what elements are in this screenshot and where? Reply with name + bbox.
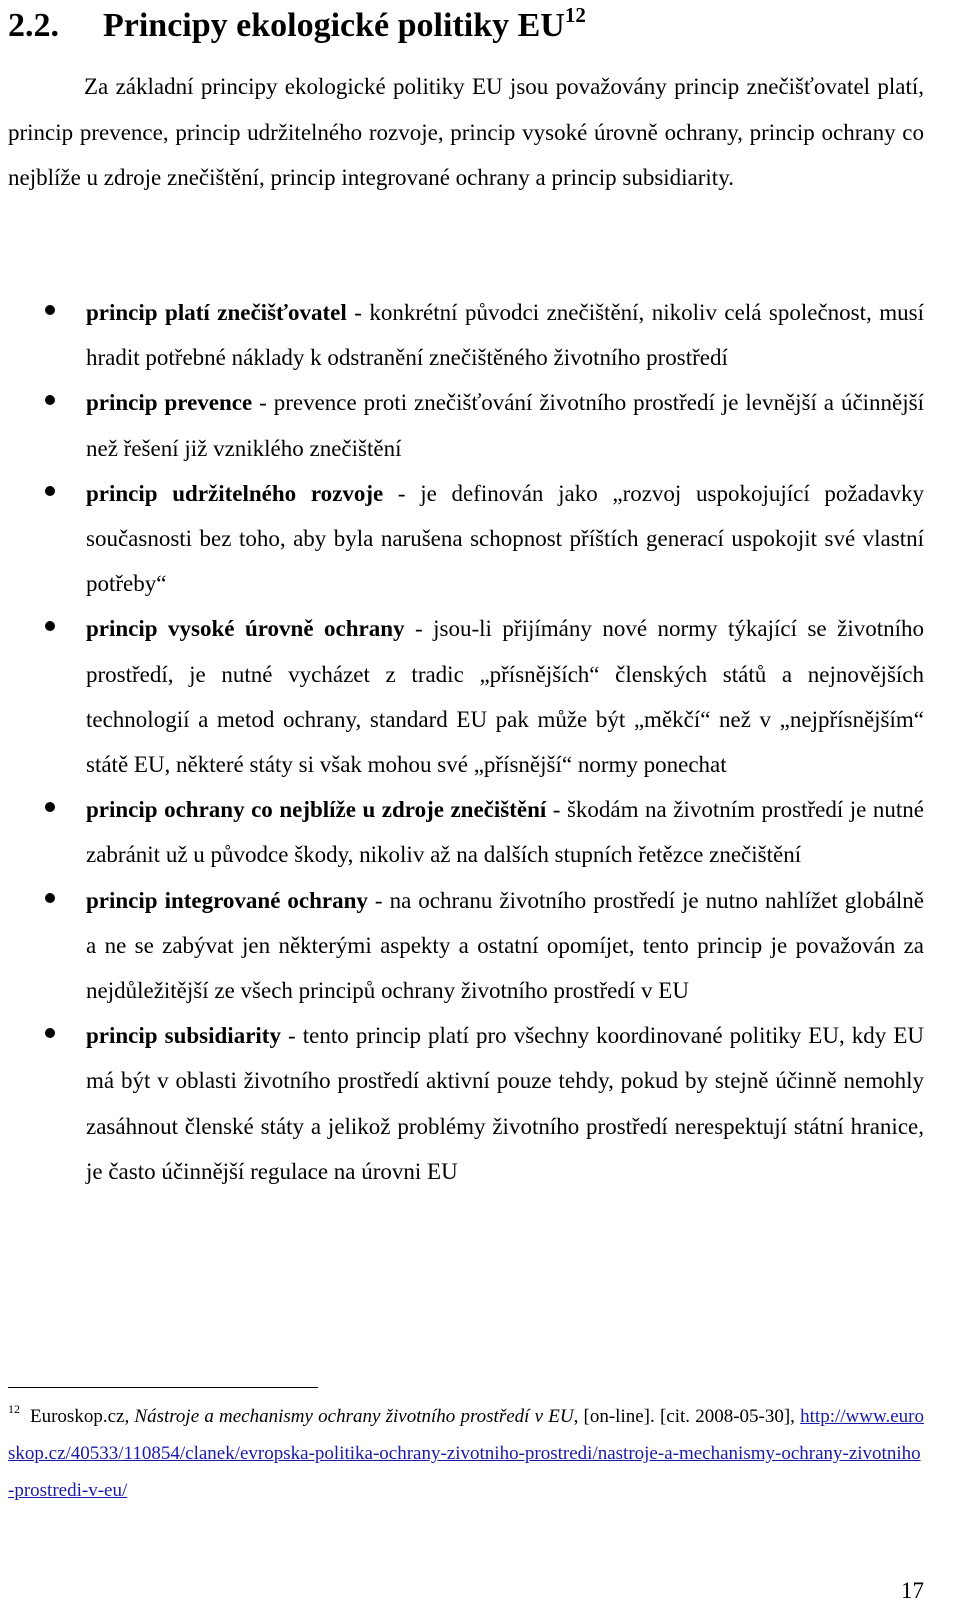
list-item-protection-at-source (0, 787, 924, 877)
bullet-icon (45, 893, 55, 903)
principle-description: - na ochranu životního prostředí je nutno nahlížet globálně a ne se zabývat jen některými aspekty a ostatní opomíjet, tento princip je považován za nejdůležitější ze všech principů ochrany životního prostředí v EU (86, 887, 924, 1004)
principle-description: - konkrétní původci znečištění, nikoliv celá společnost, musí hradit potřebné náklady k odstranění znečištěného životního prostředí (86, 300, 924, 371)
principles-list (0, 290, 960, 1194)
list-item-high-protection (0, 606, 924, 787)
footnote-title: Nástroje a mechanismy ochrany životního prostředí v EU (134, 1406, 574, 1427)
list-item-sustainable-development (0, 471, 924, 607)
bullet-icon (45, 305, 55, 315)
footnote-number: 12 (8, 1402, 20, 1416)
bullet-icon (45, 802, 55, 812)
bullet-icon (45, 395, 55, 405)
section-title: Principy ekologické politiky EU (103, 7, 565, 44)
page-number: 17 (901, 1578, 924, 1603)
footnote-citation: , [on-line]. [cit. 2008-05-30], (573, 1406, 801, 1427)
principle-description: - prevence proti znečišťování životního prostředí je levnější a účinnější než řešení již vzniklého znečištění (86, 390, 924, 461)
principle-term: princip prevence (86, 390, 253, 416)
principle-description: - jsou-li přijímány nové normy týkající se životního prostředí, je nutné vycházet z tradic „přísnějších“ členských států a nejnovějších technologií a metod ochrany, standard EU pak může být „měkčí“ než v „nejpřísnějším“ státě EU, některé státy si však mohou své „přísnější“ normy ponechat (86, 616, 924, 778)
list-item-subsidiarity (0, 1013, 924, 1194)
bullet-icon (45, 1028, 55, 1038)
principle-term: princip ochrany co nejblíže u zdroje znečištění (86, 797, 547, 823)
principle-description: - tento princip platí pro všechny koordinované politiky EU, kdy EU má být v oblasti životního prostředí aktivní pouze tehdy, pokud by stejně účinně nemohly zasáhnout členské státy a jelikož problémy životního prostředí nerespektují státní hranice, je často účinnější regulace na úrovni EU (86, 1023, 925, 1184)
footnote-source: Euroskop.cz, (30, 1406, 135, 1427)
footnote-separator (8, 1387, 318, 1388)
list-item-integrated-protection (0, 878, 924, 1014)
intro-paragraph: Za základní principy ekologické politiky EU jsou považovány princip znečišťovatel platí, princip prevence, princip udržitelného rozvoje, princip vysoké úrovně ochrany, princip ochrany co nejblíže u zdroje znečištění, princip integrované ochrany a princip subsidiarity. (8, 74, 924, 190)
bullet-icon (45, 486, 55, 496)
footnote-reference[interactable]: 12 (564, 3, 586, 27)
principle-term: princip subsidiarity (86, 1023, 281, 1049)
principle-term: princip udržitelného rozvoje (86, 480, 384, 506)
section-number: 2.2. (8, 7, 59, 44)
principle-term: princip platí znečišťovatel (86, 300, 347, 325)
bullet-icon (45, 621, 55, 631)
principle-term: princip vysoké úrovně ochrany (86, 616, 405, 642)
list-item-prevention (0, 380, 924, 470)
principle-description: - je definován jako „rozvoj uspokojující požadavky současnosti bez toho, aby byla narušena schopnost příštích generací uspokojit své vlastní potřeby“ (86, 480, 924, 597)
section-heading (8, 4, 586, 48)
footnote-link[interactable]: http://www.euroskop.cz/40533/110854/clanek/evropska-politika-ochrany-zivotniho-prostredi/nastroje-a-mechanismy-ochrany-zivotniho-prostredi-v-eu/ (8, 1406, 924, 1501)
footnote (8, 1398, 924, 1509)
principle-term: princip integrované ochrany (86, 887, 368, 913)
list-item-polluter-pays (0, 290, 924, 380)
principle-description: - škodám na životním prostředí je nutné zabránit už u původce škody, nikoliv až na dalších stupních řetězce znečištění (86, 797, 924, 868)
